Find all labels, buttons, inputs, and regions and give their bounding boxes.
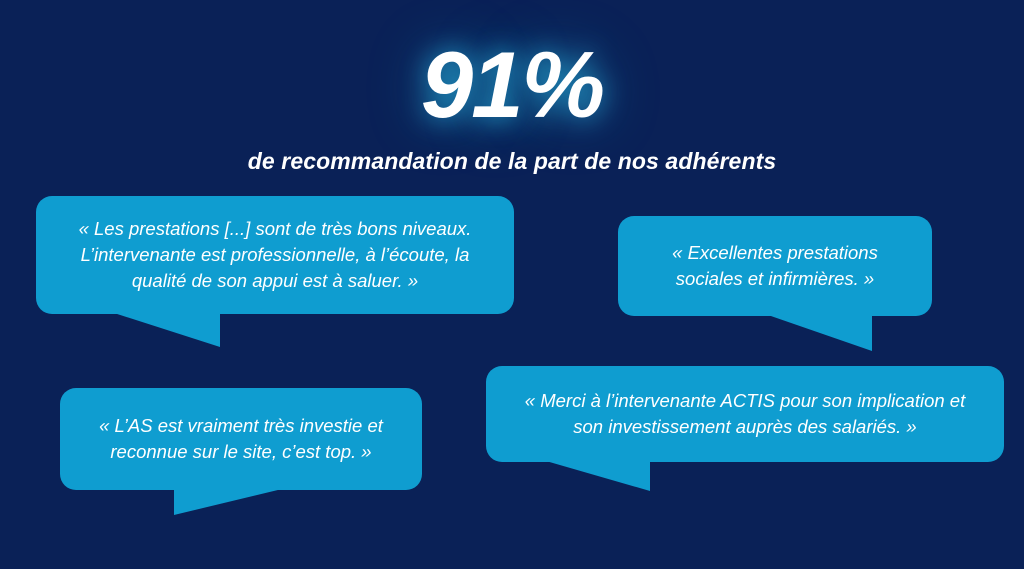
headline-block bbox=[0, 32, 1024, 175]
bubble-tail-icon bbox=[768, 315, 872, 351]
testimonial-text: « Excellentes prestations sociales et infirmières. » bbox=[672, 241, 878, 289]
page-title: 91% bbox=[420, 32, 604, 137]
testimonial-text: « L’AS est vraiment très investie et reconnue sur le site, c’est top. » bbox=[99, 414, 383, 462]
testimonial-bubble-2 bbox=[618, 216, 932, 316]
testimonial-bubble-3 bbox=[60, 388, 422, 490]
headline-subtitle: de recommandation de la part de nos adhérents bbox=[247, 148, 777, 174]
bubble-tail-icon bbox=[114, 313, 220, 347]
testimonial-text: « Les prestations [...] sont de très bons niveaux. L’intervenante est professionnelle, à l’écoute, la qualité de son appui est à saluer. » bbox=[78, 217, 472, 292]
testimonial-bubble-1 bbox=[36, 196, 514, 314]
testimonial-bubble-4 bbox=[486, 366, 1004, 462]
bubble-tail-icon bbox=[174, 489, 282, 515]
bubble-tail-icon bbox=[546, 461, 650, 491]
testimonial-text: « Merci à l’intervenante ACTIS pour son implication et son investissement auprès des salariés. » bbox=[524, 389, 966, 437]
